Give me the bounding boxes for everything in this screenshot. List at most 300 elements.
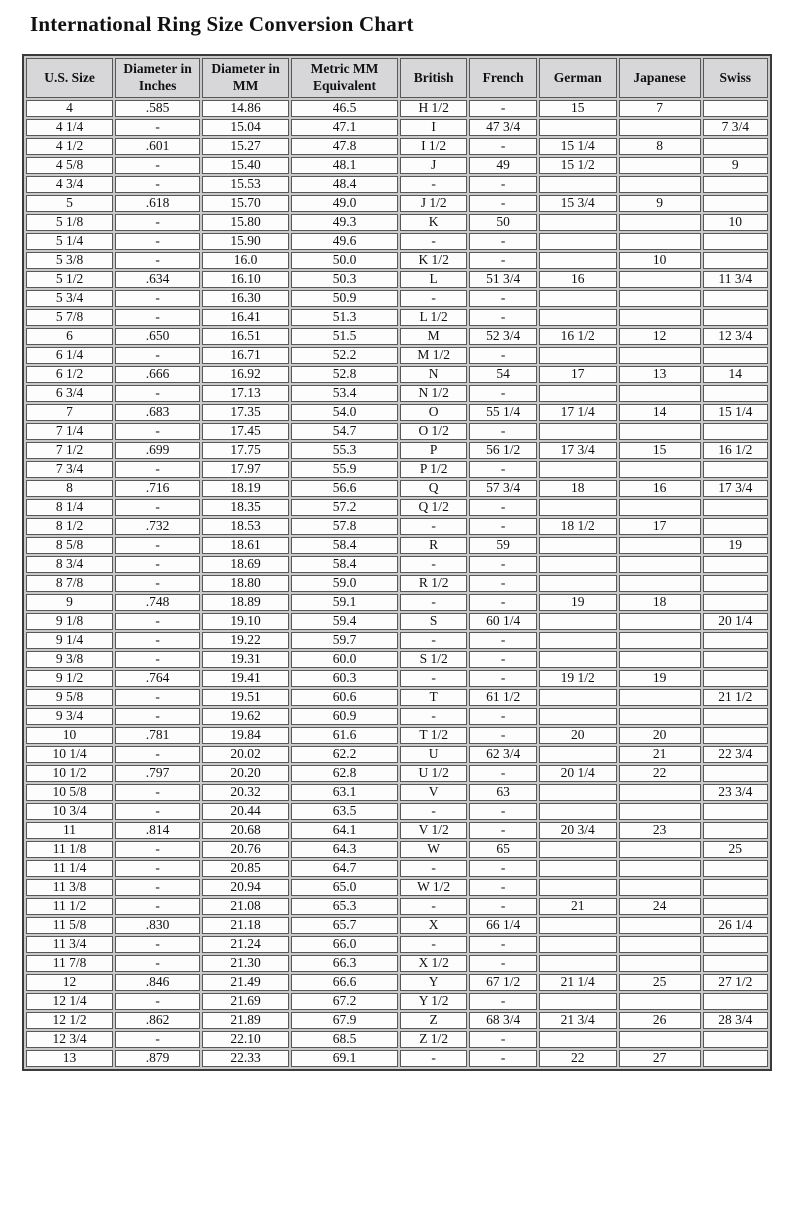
table-cell: 67 1/2 [469,974,537,991]
table-cell: - [115,955,200,972]
table-cell: 21 1/4 [539,974,617,991]
table-cell: 11 5/8 [26,917,113,934]
table-cell [703,423,768,440]
table-cell: - [115,803,200,820]
table-cell: 54 [469,366,537,383]
table-cell [703,727,768,744]
table-cell [619,575,701,592]
table-cell: 8 [26,480,113,497]
table-cell: T [400,689,468,706]
table-cell: 4 3/4 [26,176,113,193]
table-cell: - [469,879,537,896]
table-cell: K 1/2 [400,252,468,269]
table-cell: - [115,936,200,953]
table-cell [703,632,768,649]
table-cell: .814 [115,822,200,839]
table-cell: 60.6 [291,689,398,706]
table-cell: 8 1/4 [26,499,113,516]
table-row [26,955,768,972]
table-cell: 9 [703,157,768,174]
table-cell [703,822,768,839]
table-cell [539,214,617,231]
table-cell: 16 1/2 [703,442,768,459]
table-row [26,423,768,440]
table-cell [619,556,701,573]
table-row [26,195,768,212]
table-cell: 62 3/4 [469,746,537,763]
table-cell [539,955,617,972]
table-cell: .764 [115,670,200,687]
table-cell: 21 [619,746,701,763]
table-cell: L [400,271,468,288]
table-cell [619,385,701,402]
table-cell: - [469,385,537,402]
table-cell: 54.0 [291,404,398,421]
table-cell: 20.20 [202,765,289,782]
table-cell: 66.6 [291,974,398,991]
table-cell [539,385,617,402]
table-cell [703,860,768,877]
table-cell: 59.1 [291,594,398,611]
table-cell [619,309,701,326]
table-cell [539,1031,617,1048]
table-row [26,974,768,991]
table-cell: 4 [26,100,113,117]
table-cell: 47.1 [291,119,398,136]
table-cell: 59.4 [291,613,398,630]
table-cell [703,138,768,155]
table-cell: 48.1 [291,157,398,174]
table-cell: 21.24 [202,936,289,953]
table-cell: 15 1/2 [539,157,617,174]
table-cell: 17.35 [202,404,289,421]
table-cell: 65.0 [291,879,398,896]
table-cell: S [400,613,468,630]
table-cell: - [115,841,200,858]
table-cell: - [400,594,468,611]
table-cell: 66 1/4 [469,917,537,934]
table-cell: 18.35 [202,499,289,516]
table-cell: 26 1/4 [703,917,768,934]
table-cell: Q [400,480,468,497]
table-cell [619,860,701,877]
table-cell: 15 [539,100,617,117]
table-cell: - [115,613,200,630]
table-cell: - [115,214,200,231]
table-cell: - [400,708,468,725]
table-cell [703,195,768,212]
table-cell [703,936,768,953]
table-row [26,575,768,592]
table-row [26,822,768,839]
table-cell [703,594,768,611]
table-cell: - [115,119,200,136]
table-cell: H 1/2 [400,100,468,117]
column-header: U.S. Size [26,58,113,98]
table-cell: 65 [469,841,537,858]
table-cell [703,252,768,269]
table-row [26,176,768,193]
table-row [26,670,768,687]
table-row [26,1012,768,1029]
table-cell: 49 [469,157,537,174]
table-cell: 12 1/4 [26,993,113,1010]
table-cell: 47.8 [291,138,398,155]
table-row [26,366,768,383]
ring-size-conversion-table [22,54,772,1071]
table-cell: 20.68 [202,822,289,839]
table-cell: - [469,651,537,668]
table-row [26,708,768,725]
table-cell: .879 [115,1050,200,1067]
table-cell: .748 [115,594,200,611]
table-cell [619,1031,701,1048]
table-cell: R 1/2 [400,575,468,592]
table-cell: - [469,1031,537,1048]
table-cell: 62.8 [291,765,398,782]
table-cell: 6 1/4 [26,347,113,364]
table-cell: .830 [115,917,200,934]
table-cell: 12 3/4 [26,1031,113,1048]
column-header: Swiss [703,58,768,98]
table-cell: 50.0 [291,252,398,269]
table-cell [539,233,617,250]
table-cell: 21 [539,898,617,915]
table-cell [619,632,701,649]
table-cell: - [469,670,537,687]
table-row [26,157,768,174]
table-cell: 9 1/2 [26,670,113,687]
table-cell: 6 1/2 [26,366,113,383]
table-cell: 5 3/8 [26,252,113,269]
table-cell [703,176,768,193]
table-cell: .666 [115,366,200,383]
table-cell [619,537,701,554]
table-cell: 59 [469,537,537,554]
table-cell: 50 [469,214,537,231]
table-cell: 27 [619,1050,701,1067]
table-cell: - [115,252,200,269]
table-cell: - [115,993,200,1010]
table-cell: 5 1/2 [26,271,113,288]
table-cell: 25 [703,841,768,858]
table-cell: 49.6 [291,233,398,250]
table-cell: - [115,898,200,915]
table-cell [619,803,701,820]
table-cell: - [469,993,537,1010]
table-cell [619,993,701,1010]
table-cell: - [469,594,537,611]
table-cell: 15.80 [202,214,289,231]
table-row [26,613,768,630]
table-cell [703,556,768,573]
table-cell: 14.86 [202,100,289,117]
table-cell: 67.9 [291,1012,398,1029]
table-cell [539,423,617,440]
table-cell [539,917,617,934]
table-row [26,594,768,611]
table-cell [539,537,617,554]
table-cell: - [115,746,200,763]
table-cell: 69.1 [291,1050,398,1067]
table-cell: 17 [539,366,617,383]
table-cell: M [400,328,468,345]
table-cell: 11 3/4 [703,271,768,288]
table-cell: 58.4 [291,556,398,573]
table-cell: 59.7 [291,632,398,649]
table-cell: - [469,708,537,725]
table-header-row [26,58,768,98]
table-cell: - [400,556,468,573]
table-cell: 27 1/2 [703,974,768,991]
table-cell: 56.6 [291,480,398,497]
table-cell: 48.4 [291,176,398,193]
table-cell: 20 1/4 [703,613,768,630]
column-header: British [400,58,468,98]
table-cell [703,993,768,1010]
table-cell: 21 3/4 [539,1012,617,1029]
table-cell: 16.30 [202,290,289,307]
table-body [26,100,768,1067]
table-cell: 9 3/4 [26,708,113,725]
table-cell [619,708,701,725]
table-cell: 51 3/4 [469,271,537,288]
table-cell: - [469,765,537,782]
table-cell: 20.94 [202,879,289,896]
table-cell: W [400,841,468,858]
table-cell: .781 [115,727,200,744]
column-header: Metric MM Equivalent [291,58,398,98]
table-cell: 20.76 [202,841,289,858]
table-cell: 7 3/4 [26,461,113,478]
table-cell: 20 1/4 [539,765,617,782]
table-cell: 46.5 [291,100,398,117]
table-cell: 60.9 [291,708,398,725]
table-cell: - [115,1031,200,1048]
table-cell: 8 1/2 [26,518,113,535]
table-cell: .618 [115,195,200,212]
table-cell: - [400,936,468,953]
table-cell [539,860,617,877]
table-cell [539,347,617,364]
table-cell: 16.71 [202,347,289,364]
table-cell: P 1/2 [400,461,468,478]
table-cell: 52 3/4 [469,328,537,345]
table-cell: - [469,898,537,915]
table-cell: .601 [115,138,200,155]
table-cell: 63.1 [291,784,398,801]
table-row [26,461,768,478]
table-cell: 19.84 [202,727,289,744]
table-cell: 9 1/8 [26,613,113,630]
table-cell: 17.75 [202,442,289,459]
table-cell: 21.30 [202,955,289,972]
table-cell [703,385,768,402]
table-row [26,879,768,896]
page-title: International Ring Size Conversion Chart [30,12,414,36]
table-cell: - [469,556,537,573]
table-cell: 64.7 [291,860,398,877]
table-cell: 10 1/2 [26,765,113,782]
table-cell: 5 3/4 [26,290,113,307]
table-cell: 62.2 [291,746,398,763]
table-cell: 13 [619,366,701,383]
table-cell: 63.5 [291,803,398,820]
table-cell: - [115,575,200,592]
table-cell: 22 [619,765,701,782]
table-cell [703,575,768,592]
table-cell: - [115,233,200,250]
table-cell [619,879,701,896]
table-cell: 8 3/4 [26,556,113,573]
table-row [26,784,768,801]
table-cell [539,993,617,1010]
table-cell [619,347,701,364]
table-cell: - [469,955,537,972]
table-cell: 23 3/4 [703,784,768,801]
table-cell: .650 [115,328,200,345]
table-cell: 17 3/4 [539,442,617,459]
table-cell: 8 [619,138,701,155]
table-row [26,765,768,782]
table-cell: .634 [115,271,200,288]
table-row [26,347,768,364]
table-row [26,385,768,402]
table-cell: 17 3/4 [703,480,768,497]
table-cell [539,461,617,478]
table-row [26,860,768,877]
table-cell: 60 1/4 [469,613,537,630]
table-cell: - [400,290,468,307]
table-cell: 18.19 [202,480,289,497]
table-cell [539,176,617,193]
table-cell [619,423,701,440]
table-cell [539,841,617,858]
table-cell: 19 [703,537,768,554]
table-cell: 7 [26,404,113,421]
table-row [26,1050,768,1067]
table-cell [539,689,617,706]
table-row [26,233,768,250]
column-header: French [469,58,537,98]
table-cell: 19.10 [202,613,289,630]
table-row [26,727,768,744]
table-row [26,917,768,934]
table-cell: M 1/2 [400,347,468,364]
table-cell: - [400,1050,468,1067]
table-cell: 53.4 [291,385,398,402]
table-cell: 54.7 [291,423,398,440]
table-cell: 26 [619,1012,701,1029]
table-cell [619,955,701,972]
table-cell: - [469,1050,537,1067]
table-cell: 9 5/8 [26,689,113,706]
table-cell: 23 [619,822,701,839]
table-row [26,252,768,269]
column-header: Diameter in MM [202,58,289,98]
table-cell: 63 [469,784,537,801]
table-cell: 16 [619,480,701,497]
table-cell: 19.51 [202,689,289,706]
table-cell: 15.90 [202,233,289,250]
table-cell: - [469,347,537,364]
table-cell: 11 1/2 [26,898,113,915]
table-cell [539,309,617,326]
table-cell [703,100,768,117]
table-cell: X 1/2 [400,955,468,972]
table-cell: I 1/2 [400,138,468,155]
table-cell: V 1/2 [400,822,468,839]
table-cell: 11 1/4 [26,860,113,877]
table-cell: - [115,689,200,706]
table-cell: 64.3 [291,841,398,858]
table-cell [703,670,768,687]
table-cell: 12 [619,328,701,345]
table-cell: .683 [115,404,200,421]
table-cell: - [115,537,200,554]
table-cell: 10 [619,252,701,269]
table-cell: - [115,309,200,326]
column-header: Japanese [619,58,701,98]
table-cell: .732 [115,518,200,535]
table-cell: 65.7 [291,917,398,934]
table-cell: Y [400,974,468,991]
table-cell: 4 5/8 [26,157,113,174]
table-row [26,537,768,554]
table-cell: 19 1/2 [539,670,617,687]
table-cell: 17.13 [202,385,289,402]
table-cell: 18.80 [202,575,289,592]
table-cell [703,461,768,478]
table-cell: 5 [26,195,113,212]
table-row [26,404,768,421]
table-cell [539,575,617,592]
table-row [26,803,768,820]
table-cell: 9 1/4 [26,632,113,649]
table-cell: 5 7/8 [26,309,113,326]
table-cell: 50.3 [291,271,398,288]
table-cell: - [400,898,468,915]
table-cell: 5 1/8 [26,214,113,231]
table-cell: 16.0 [202,252,289,269]
table-cell: 15 1/4 [703,404,768,421]
table-cell: 15.27 [202,138,289,155]
table-cell: 68 3/4 [469,1012,537,1029]
table-cell: 19.31 [202,651,289,668]
table-cell: 10 1/4 [26,746,113,763]
table-row [26,632,768,649]
table-cell: O 1/2 [400,423,468,440]
table-cell: O [400,404,468,421]
table-cell: 11 1/8 [26,841,113,858]
table-cell: - [115,879,200,896]
table-cell: 51.3 [291,309,398,326]
table-cell: 9 [26,594,113,611]
table-cell: 19 [539,594,617,611]
table-cell: 19.62 [202,708,289,725]
table-cell [539,632,617,649]
table-cell [703,955,768,972]
table-cell: 4 1/4 [26,119,113,136]
table-cell [619,176,701,193]
table-row [26,328,768,345]
table-cell: 18.53 [202,518,289,535]
table-row [26,518,768,535]
table-row [26,689,768,706]
table-cell [619,841,701,858]
table-cell: 9 3/8 [26,651,113,668]
table-row [26,993,768,1010]
